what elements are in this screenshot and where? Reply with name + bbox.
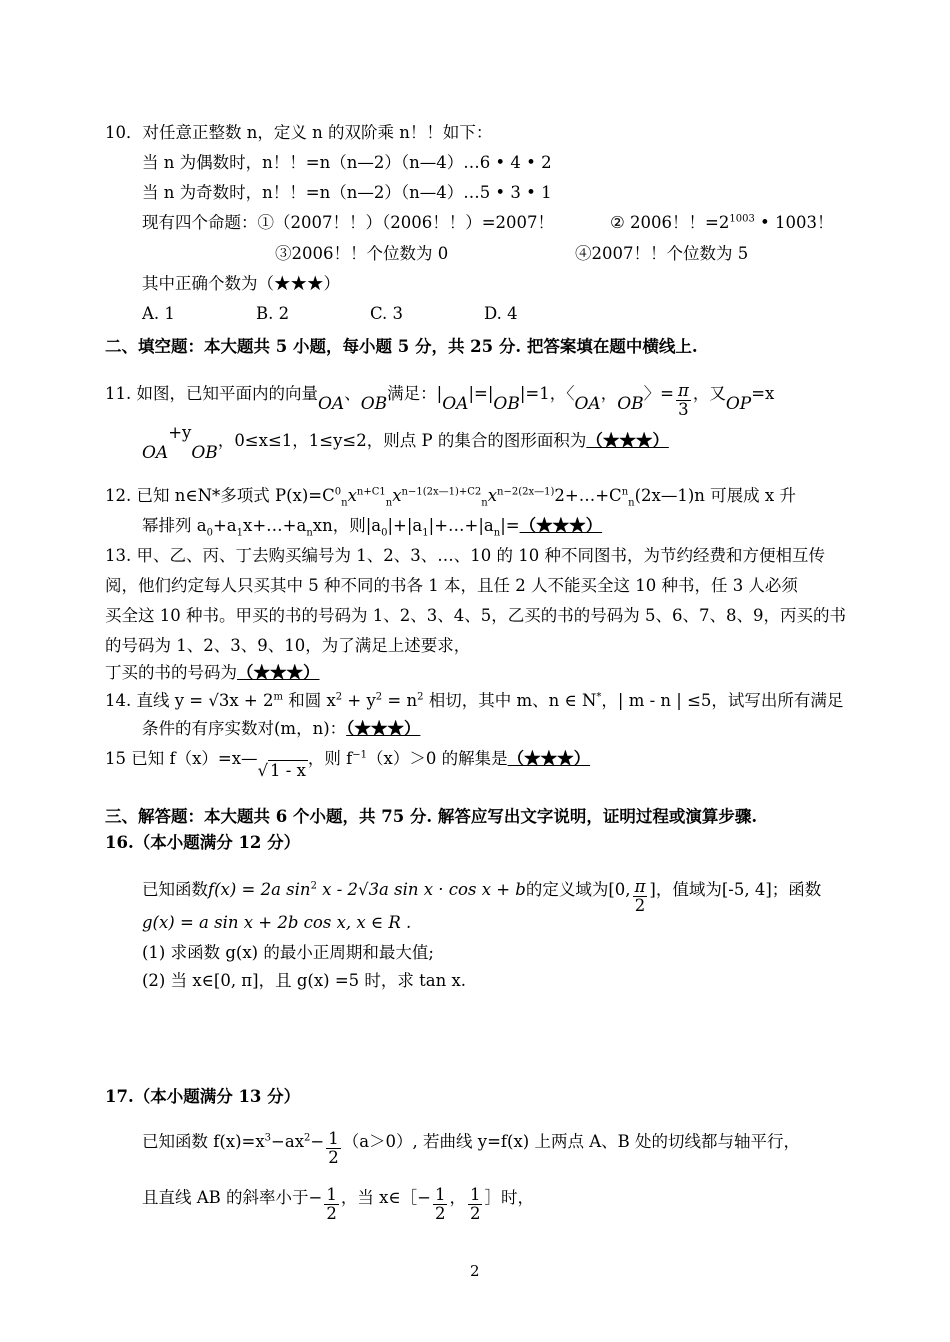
q10-line3: 当 n 为奇数时，n！！=n（n—2）（n—4）…5 • 3 • 1: [142, 183, 552, 202]
q13-line2: 阅，他们约定每人只买其中 5 种不同的书各 1 本，且任 2 人不能买全这 10 种书，任 3 人必须: [105, 576, 798, 595]
q10-option-a: A. 1: [142, 304, 175, 323]
q10-line4b: ② 2006！！$=2^{1003}$ • 1003！: [610, 213, 834, 232]
q12-answer-blank[interactable]: （★★★）: [519, 516, 603, 535]
page-number: 2: [470, 1262, 480, 1280]
q13-line5: 丁买的书的号码为（★★★）: [105, 663, 320, 682]
q14-line1: 14. 直线 $y = √3x + 2^m$ 和圆 $x^2 + y^2 = n^2$ 相切，其中 m、n ∈ N*，| m - n | ≤5，试写出所有满足: [105, 691, 844, 710]
q17-line1: 已知函数 $f(x)=x^3-ax^2-$ $\frac{1}{2}$ （a＞0）, 若曲线 y=f(x) 上两点 A、B 处的切线都与轴平行，: [142, 1129, 800, 1167]
q15-answer-blank[interactable]: （★★★）: [507, 749, 591, 768]
q16-line2: g(x) = a sin x + 2b cos x, x ∈ R .: [142, 913, 412, 932]
q16-line1: 已知函数f(x) = 2a $\sin^2 x - 2√3a$ sin x · cos x + b的定义域为[0, $\frac{\pi}{2}$ ]，值域为[-5, 4]；函数: [142, 877, 822, 915]
q10-line5b: ④2007！！个位数为 5: [575, 244, 749, 263]
q16-sub2: (2) 当 x∈[0, π]，且 g(x) =5 时，求 tan x.: [142, 971, 467, 990]
q14-answer-blank[interactable]: （★★★）: [346, 719, 421, 738]
q13-answer-blank[interactable]: （★★★）: [237, 663, 320, 682]
q16-sub1: (1) 求函数 g(x) 的最小正周期和最大值;: [142, 943, 434, 962]
q10-line5a: ③2006！！个位数为 0: [275, 244, 449, 263]
q10-line6: 其中正确个数为（★★★）: [142, 274, 340, 293]
q17-title: 17.（本小题满分 13 分）: [105, 1087, 301, 1106]
q12-line2: 幂排列 $a_0+a_1x+\dots+a_nxn$，则$|a_0|+|a_1|+\dots+|a_n|=(★★★)$: [142, 516, 603, 539]
q13-line4: 的号码为 1、2、3、9、10，为了满足上述要求，: [105, 636, 471, 655]
q13-line3: 买全这 10 种书。甲买的书的号码为 1、2、3、4、5，乙买的书的号码为 5、6、7、8、9，丙买的书: [105, 606, 846, 625]
q14-line2: 条件的有序实数对(m，n)：（★★★）: [142, 719, 421, 738]
q10-option-d: D. 4: [484, 304, 518, 323]
q11-answer-blank[interactable]: （★★★）: [586, 431, 669, 450]
q16-title: 16.（本小题满分 12 分）: [105, 833, 301, 852]
q10-line1: 10．对任意正整数 n，定义 n 的双阶乘 n！！如下：: [105, 123, 493, 142]
section2-heading: 二、填空题：本大题共 5 小题，每小题 5 分，共 25 分. 把答案填在题中横线上.: [105, 337, 698, 356]
q15-line: 15 已知 f（x）=x—√ 1 - x，则 $f^{-1}(x)>0$ 的解集是（★★★）: [105, 749, 591, 780]
q12-line1: 12. 已知 n∈N*多项式 $P(x)=C^0_nx^{n+C1}_nx^{n-1(2x—1)+C2}_nx^{n-2(2x—1)}2+\dots+C^n_n(2x—1)n$ 可展成 x 升: [105, 486, 796, 509]
section3-heading: 三、解答题：本大题共 6 个小题，共 75 分. 解答应写出文字说明，证明过程或演算步骤.: [105, 807, 758, 826]
q11-line2: OA+yOB，0≤x≤1，1≤y≤2，则点 P 的集合的图形面积为（★★★）: [142, 423, 669, 463]
q10-option-c: C. 3: [370, 304, 404, 323]
q10-line2: 当 n 为偶数时，n！！=n（n—2）（n—4）…6 • 4 • 2: [142, 153, 552, 172]
q11-line1: 11. 如图，已知平面内的向量OA、OB满足：|OA|=|OB|=1，〈OA，OB〉= $\frac{\pi}{3}$ ，又OP=x: [105, 381, 775, 419]
q10-line4a: 现有四个命题：①（2007！！）（2006！！）=2007！: [142, 213, 555, 232]
q13-line1: 13. 甲、乙、丙、丁去购买编号为 1、2、3、…、10 的 10 种不同图书，为节约经费和方便相互传: [105, 546, 825, 565]
q10-option-b: B. 2: [256, 304, 290, 323]
q17-line2: 且直线 AB 的斜率小于− $\frac{1}{2}$ ，当 x∈［− $\frac{1}{2}$ ， $\frac{1}{2}$ ］时，: [142, 1185, 534, 1223]
